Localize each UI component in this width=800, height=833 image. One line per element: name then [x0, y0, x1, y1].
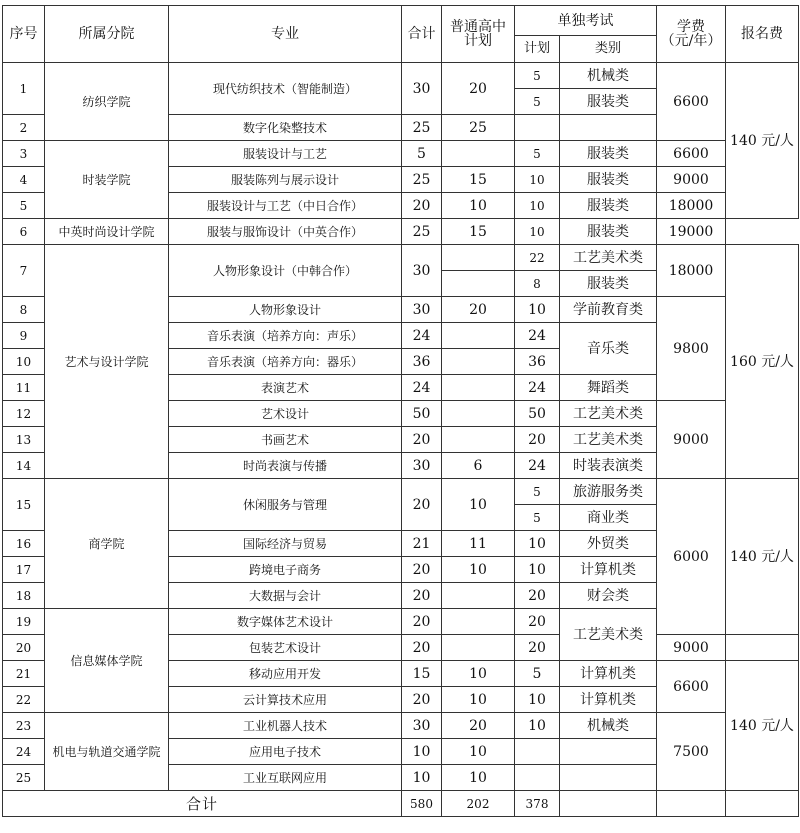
row-no: 7 [3, 245, 45, 297]
regular-cell: 10 [442, 661, 515, 687]
category-cell: 计算机类 [560, 687, 657, 713]
college-cell: 中英时尚设计学院 [45, 219, 169, 245]
regular-cell: 10 [442, 193, 515, 219]
college-cell: 时装学院 [45, 141, 169, 219]
header-single-plan: 计划 [515, 36, 560, 63]
major-cell: 服装设计与工艺（中日合作） [169, 193, 402, 219]
regular-cell: 10 [442, 557, 515, 583]
major-cell: 书画艺术 [169, 427, 402, 453]
tuition-cell: 7500 [657, 713, 726, 791]
total-cell: 30 [402, 63, 442, 115]
category-cell: 工艺美术类 [560, 245, 657, 271]
total-cell: 20 [402, 557, 442, 583]
total-cell: 20 [402, 635, 442, 661]
total-cell: 20 [402, 427, 442, 453]
single-plan-cell: 10 [515, 193, 560, 219]
header-fee: 报名费 [726, 6, 799, 63]
row-no: 18 [3, 583, 45, 609]
regular-cell: 10 [442, 739, 515, 765]
single-plan-cell: 10 [515, 531, 560, 557]
major-cell: 现代纺织技术（智能制造） [169, 63, 402, 115]
regular-cell: 10 [442, 765, 515, 791]
tuition-cell: 9000 [657, 401, 726, 479]
tuition-cell: 9000 [657, 167, 726, 193]
single-plan-cell: 10 [515, 557, 560, 583]
total-cell: 10 [402, 739, 442, 765]
header-tuition-line2: （元/年） [660, 33, 722, 49]
total-cell: 30 [402, 453, 442, 479]
regular-cell: 15 [442, 167, 515, 193]
major-cell: 服装与服饰设计（中英合作） [169, 219, 402, 245]
total-cell: 30 [402, 713, 442, 739]
total-cell: 25 [402, 167, 442, 193]
tuition-cell: 6600 [657, 661, 726, 713]
single-plan-cell [515, 739, 560, 765]
single-plan-cell: 10 [515, 167, 560, 193]
row-no: 6 [3, 219, 45, 245]
tuition-cell: 6000 [657, 479, 726, 635]
major-cell: 人物形象设计 [169, 297, 402, 323]
major-cell: 表演艺术 [169, 375, 402, 401]
total-cell: 30 [402, 297, 442, 323]
category-cell: 机械类 [560, 63, 657, 89]
row-no: 20 [3, 635, 45, 661]
single-plan-cell: 10 [515, 219, 560, 245]
regular-cell [442, 635, 515, 661]
regular-cell [442, 271, 515, 297]
single-plan-cell: 22 [515, 245, 560, 271]
total-cell: 24 [402, 323, 442, 349]
single-plan-cell: 5 [515, 661, 560, 687]
tuition-cell: 6600 [657, 141, 726, 167]
regular-cell: 25 [442, 115, 515, 141]
category-cell [560, 115, 657, 141]
header-regular-line1: 普通高中 [450, 19, 506, 35]
total-cell: 50 [402, 401, 442, 427]
total-cell: 20 [402, 479, 442, 531]
row-no: 22 [3, 687, 45, 713]
row-no: 25 [3, 765, 45, 791]
major-cell: 应用电子技术 [169, 739, 402, 765]
table-row [3, 479, 799, 505]
category-cell: 机械类 [560, 713, 657, 739]
category-cell: 外贸类 [560, 531, 657, 557]
college-cell: 商学院 [45, 479, 169, 609]
category-cell [560, 739, 657, 765]
row-no: 9 [3, 323, 45, 349]
header-single-exam: 单独考试 [515, 6, 657, 36]
single-plan-cell: 20 [515, 583, 560, 609]
table-row [3, 245, 799, 271]
single-plan-cell: 24 [515, 375, 560, 401]
regular-cell [442, 349, 515, 375]
major-cell: 服装设计与工艺 [169, 141, 402, 167]
category-cell [560, 765, 657, 791]
regular-cell [442, 583, 515, 609]
total-cell: 25 [402, 219, 442, 245]
total-cell: 25 [402, 115, 442, 141]
regular-cell [442, 427, 515, 453]
tuition-cell: 9000 [657, 635, 726, 661]
table-row [3, 141, 799, 167]
major-cell: 音乐表演（培养方向：器乐） [169, 349, 402, 375]
category-cell: 工艺美术类 [560, 401, 657, 427]
major-cell: 数字媒体艺术设计 [169, 609, 402, 635]
single-plan-cell [515, 765, 560, 791]
row-no: 4 [3, 167, 45, 193]
regular-cell: 6 [442, 453, 515, 479]
row-no: 12 [3, 401, 45, 427]
header-tuition [657, 6, 726, 63]
single-plan-cell: 10 [515, 297, 560, 323]
category-cell: 服装类 [560, 167, 657, 193]
major-cell: 国际经济与贸易 [169, 531, 402, 557]
totals-regular: 202 [442, 791, 515, 817]
row-no: 3 [3, 141, 45, 167]
total-cell: 20 [402, 609, 442, 635]
major-cell: 服装陈列与展示设计 [169, 167, 402, 193]
row-no: 5 [3, 193, 45, 219]
category-cell: 服装类 [560, 271, 657, 297]
category-cell: 服装类 [560, 219, 657, 245]
row-no: 16 [3, 531, 45, 557]
single-plan-cell: 10 [515, 687, 560, 713]
row-no: 1 [3, 63, 45, 115]
regular-cell: 10 [442, 687, 515, 713]
header-regular [442, 6, 515, 63]
row-no: 17 [3, 557, 45, 583]
total-cell: 21 [402, 531, 442, 557]
row-no: 15 [3, 479, 45, 531]
tuition-cell: 19000 [657, 219, 726, 245]
major-cell: 移动应用开发 [169, 661, 402, 687]
regular-cell: 10 [442, 479, 515, 531]
regular-cell: 20 [442, 297, 515, 323]
single-plan-cell: 20 [515, 609, 560, 635]
fee-cell: 140 元/人 [726, 63, 799, 219]
college-cell: 艺术与设计学院 [45, 245, 169, 479]
major-cell: 跨境电子商务 [169, 557, 402, 583]
header-no: 序号 [3, 6, 45, 63]
major-cell: 数字化染整技术 [169, 115, 402, 141]
category-cell: 计算机类 [560, 557, 657, 583]
single-plan-cell: 50 [515, 401, 560, 427]
major-cell: 艺术设计 [169, 401, 402, 427]
table-row [3, 713, 799, 739]
row-no: 24 [3, 739, 45, 765]
category-cell: 服装类 [560, 193, 657, 219]
totals-label: 合计 [3, 791, 402, 817]
single-plan-cell: 8 [515, 271, 560, 297]
category-cell: 计算机类 [560, 661, 657, 687]
major-cell: 人物形象设计（中韩合作） [169, 245, 402, 297]
major-cell: 工业机器人技术 [169, 713, 402, 739]
row-no: 14 [3, 453, 45, 479]
total-cell: 10 [402, 765, 442, 791]
row-no: 21 [3, 661, 45, 687]
category-cell: 商业类 [560, 505, 657, 531]
regular-cell: 20 [442, 713, 515, 739]
category-cell: 旅游服务类 [560, 479, 657, 505]
major-cell: 大数据与会计 [169, 583, 402, 609]
row-no: 11 [3, 375, 45, 401]
college-cell: 机电与轨道交通学院 [45, 713, 169, 791]
regular-cell [442, 375, 515, 401]
category-cell: 服装类 [560, 89, 657, 115]
category-cell: 财会类 [560, 583, 657, 609]
totals-row [3, 791, 799, 817]
regular-cell [442, 323, 515, 349]
enrollment-plan-table [2, 5, 799, 817]
category-cell: 学前教育类 [560, 297, 657, 323]
single-plan-cell: 5 [515, 505, 560, 531]
row-no: 2 [3, 115, 45, 141]
total-cell: 20 [402, 193, 442, 219]
major-cell: 工业互联网应用 [169, 765, 402, 791]
single-plan-cell: 5 [515, 141, 560, 167]
regular-cell [442, 609, 515, 635]
total-cell: 30 [402, 245, 442, 297]
row-no: 8 [3, 297, 45, 323]
tuition-cell: 18000 [657, 193, 726, 219]
total-cell: 24 [402, 375, 442, 401]
major-cell: 云计算技术应用 [169, 687, 402, 713]
totals-total: 580 [402, 791, 442, 817]
category-cell: 工艺美术类 [560, 609, 657, 661]
tuition-cell: 18000 [657, 245, 726, 297]
regular-cell: 11 [442, 531, 515, 557]
fee-cell: 140 元/人 [726, 479, 799, 635]
single-plan-cell: 24 [515, 453, 560, 479]
category-cell: 舞蹈类 [560, 375, 657, 401]
header-major: 专业 [169, 6, 402, 63]
single-plan-cell [515, 115, 560, 141]
fee-cell: 140 元/人 [726, 661, 799, 791]
single-plan-cell: 5 [515, 63, 560, 89]
header-total: 合计 [402, 6, 442, 63]
tuition-cell: 6600 [657, 63, 726, 141]
single-plan-cell: 20 [515, 427, 560, 453]
single-plan-cell: 24 [515, 323, 560, 349]
major-cell: 时尚表演与传播 [169, 453, 402, 479]
category-cell: 时装表演类 [560, 453, 657, 479]
totals-single: 378 [515, 791, 560, 817]
category-cell: 工艺美术类 [560, 427, 657, 453]
header-college: 所属分院 [45, 6, 169, 63]
college-cell: 信息媒体学院 [45, 609, 169, 713]
row-no: 19 [3, 609, 45, 635]
total-cell: 5 [402, 141, 442, 167]
header-single-category: 类别 [560, 36, 657, 63]
major-cell: 休闲服务与管理 [169, 479, 402, 531]
regular-cell [442, 245, 515, 271]
major-cell: 包装艺术设计 [169, 635, 402, 661]
single-plan-cell: 5 [515, 89, 560, 115]
totals-category [560, 791, 657, 817]
header-regular-line2: 计划 [464, 33, 492, 49]
table-row [3, 63, 799, 89]
header-row [3, 6, 799, 36]
regular-cell: 15 [442, 219, 515, 245]
tuition-cell: 9800 [657, 297, 726, 401]
regular-cell [442, 401, 515, 427]
single-plan-cell: 10 [515, 713, 560, 739]
total-cell: 20 [402, 687, 442, 713]
total-cell: 36 [402, 349, 442, 375]
row-no: 23 [3, 713, 45, 739]
row-no: 13 [3, 427, 45, 453]
total-cell: 15 [402, 661, 442, 687]
total-cell: 20 [402, 583, 442, 609]
fee-cell: 160 元/人 [726, 245, 799, 479]
row-no: 10 [3, 349, 45, 375]
major-cell: 音乐表演（培养方向：声乐） [169, 323, 402, 349]
totals-fee [726, 791, 799, 817]
category-cell: 服装类 [560, 141, 657, 167]
category-cell: 音乐类 [560, 323, 657, 375]
header-tuition-line1: 学费 [677, 19, 705, 35]
regular-cell [442, 141, 515, 167]
college-cell: 纺织学院 [45, 63, 169, 141]
regular-cell: 20 [442, 63, 515, 115]
single-plan-cell: 20 [515, 635, 560, 661]
single-plan-cell: 5 [515, 479, 560, 505]
single-plan-cell: 36 [515, 349, 560, 375]
totals-tuition [657, 791, 726, 817]
table-row [3, 219, 799, 245]
